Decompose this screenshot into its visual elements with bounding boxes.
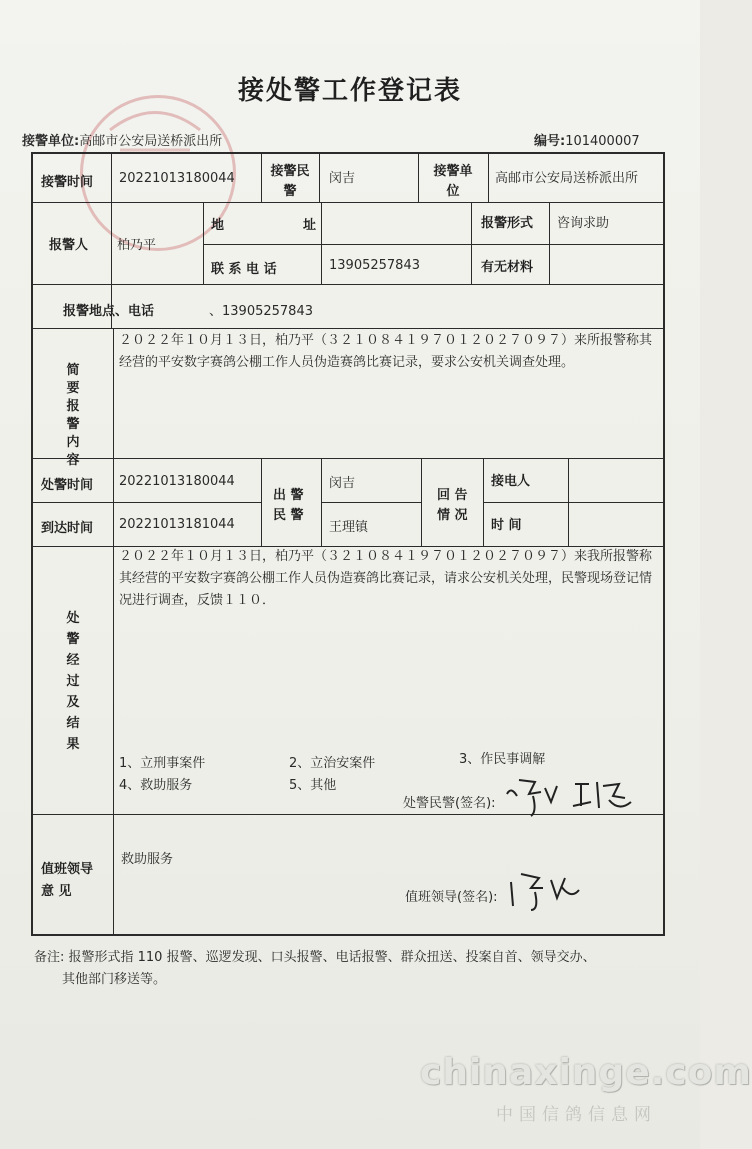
dispatch-signature xyxy=(501,772,641,816)
option-5: 5、其他 xyxy=(289,778,337,793)
col-line xyxy=(568,458,569,546)
receive-time-label: 接警时间 xyxy=(41,175,94,190)
col-line xyxy=(113,328,114,458)
row-line xyxy=(33,502,261,503)
col-line xyxy=(471,202,472,284)
note-line-2: 其他部门移送等。 xyxy=(62,972,167,987)
col-line xyxy=(321,458,322,546)
leader-label-1: 值班领导 xyxy=(41,862,94,877)
receive-unit-label-1: 接警单 xyxy=(433,164,473,179)
col-line xyxy=(321,202,322,284)
row-line xyxy=(483,502,663,503)
leader-label-2: 意 见 xyxy=(41,884,72,899)
note-line-1: 备注: 报警形式指 110 报警、巡逻发现、口头报警、电话报警、群众扭送、投案自首、领导交办、 xyxy=(34,950,596,965)
col-line xyxy=(113,546,114,814)
arrive-time-value: 20221013181044 xyxy=(119,517,235,532)
receive-officer-label-1: 接警民 xyxy=(270,164,310,179)
callback-time-label: 时 间 xyxy=(491,518,522,533)
dispatch-officer-2: 王理镇 xyxy=(329,520,369,535)
receive-unit-value: 高邮市公安局送桥派出所 xyxy=(495,171,639,186)
option-2: 2、立治安案件 xyxy=(289,756,376,771)
dispatch-time-label: 处警时间 xyxy=(41,478,94,493)
receive-officer-label-2: 警 xyxy=(283,184,297,199)
row-line xyxy=(321,502,421,503)
callback-label-1: 回 告 xyxy=(437,488,468,503)
method-label: 报警形式 xyxy=(481,216,534,231)
col-line xyxy=(319,154,320,202)
summary-text: ２０２２年１０月１３日，柏乃平（３２１０８４１９７０１２０２７０９７）来所报警称其经营的平安数字赛鸽公棚工作人员伪造赛鸽比赛记录，要求公安机关调查处理。 xyxy=(119,333,653,370)
receive-time-value: 20221013180044 xyxy=(119,171,235,186)
receive-unit-label-2: 位 xyxy=(446,184,460,199)
phone-value: 13905257843 xyxy=(329,258,420,273)
row-line xyxy=(203,244,663,245)
col-line xyxy=(421,458,422,546)
leader-signature-label: 值班领导(签名): xyxy=(405,890,498,905)
col-line xyxy=(488,154,489,202)
watermark-cn: 中国信鸽信息网 xyxy=(496,1105,657,1125)
method-value: 咨询求助 xyxy=(557,216,610,231)
process-text: ２０２２年１０月１３日，柏乃平（３２１０８４１９７０１２０２７０９７）来我所报警称其经营的平安数字赛鸽公棚工作人员伪造赛鸽比赛记录，请求公安机关处理，民警现场登记情况进行调查，反馈１１０． xyxy=(119,549,653,608)
arrive-time-label: 到达时间 xyxy=(41,521,94,536)
callback-label-2: 情 况 xyxy=(437,508,468,523)
row-line xyxy=(33,202,663,203)
location-value: 、13905257843 xyxy=(209,304,313,319)
leader-opinion: 救助服务 xyxy=(121,852,174,867)
materials-label: 有无材料 xyxy=(481,260,534,275)
address-label-1: 地 xyxy=(211,218,225,233)
col-line xyxy=(549,202,550,284)
header-unit: 接警单位:高邮市公安局送桥派出所 xyxy=(22,134,223,149)
dispatch-officer-label-2: 民 警 xyxy=(273,508,304,523)
col-line xyxy=(113,814,114,934)
row-line xyxy=(33,328,663,329)
receive-officer-value: 闵吉 xyxy=(329,171,356,186)
reporter-label: 报警人 xyxy=(49,238,89,253)
col-line xyxy=(113,458,114,546)
watermark-site: chinaxinge.com xyxy=(420,1052,752,1093)
phone-label: 联 系 电 话 xyxy=(211,262,277,277)
dispatch-time-value: 20221013180044 xyxy=(119,474,235,489)
location-label: 报警地点、电话 xyxy=(63,304,155,319)
form-title: 接处警工作登记表 xyxy=(237,76,462,106)
col-line xyxy=(203,202,204,284)
option-4: 4、救助服务 xyxy=(119,778,193,793)
address-label-2: 址 xyxy=(303,218,317,233)
dispatch-officer-label-1: 出 警 xyxy=(273,488,304,503)
form-table xyxy=(31,152,665,936)
option-1: 1、立刑事案件 xyxy=(119,756,206,771)
row-line xyxy=(33,284,663,285)
leader-signature xyxy=(505,866,585,912)
dispatch-signature-label: 处警民警(签名): xyxy=(403,796,496,811)
header-number: 编号:101400007 xyxy=(534,134,640,149)
col-line xyxy=(483,458,484,546)
option-3: 3、作民事调解 xyxy=(459,752,546,767)
process-label: 处 警 经 过 及 结 果 xyxy=(66,611,80,752)
reporter-name: 柏乃平 xyxy=(117,238,157,253)
receiver-label: 接电人 xyxy=(491,474,531,489)
summary-label: 简 要 报 警 内 容 xyxy=(66,363,80,468)
dispatch-officer-1: 闵吉 xyxy=(329,476,356,491)
col-line xyxy=(261,458,262,546)
